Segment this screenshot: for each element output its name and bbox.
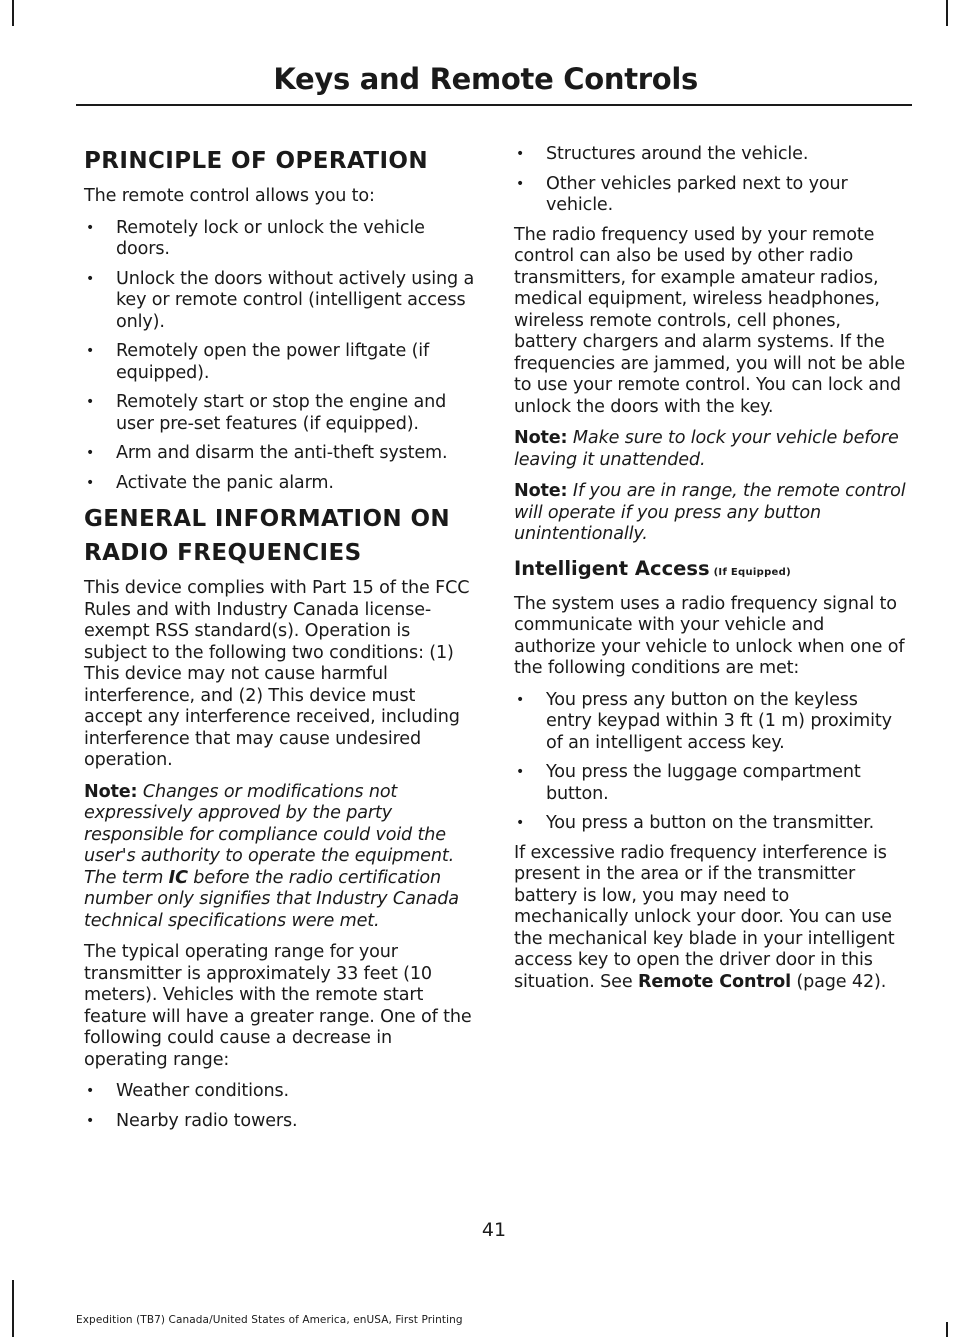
list-item: • Nearby radio towers. (84, 1111, 476, 1133)
note-label: Note: (514, 428, 568, 448)
note-in-range (514, 481, 906, 546)
heading-line-2: RADIO FREQUENCIES (84, 540, 362, 566)
note-lock-vehicle (514, 428, 906, 471)
heading-line-1: GENERAL INFORMATION ON (84, 506, 451, 532)
range-paragraph: The typical operating range for your transmitter is approximately 33 feet (10 meters). Vehicles with the remote start feature will have a greater range. One of the following could cause a decrease in operating range: (84, 942, 472, 1070)
note-changes (84, 782, 476, 933)
header-rule (76, 104, 912, 106)
heading-intelligent-access (514, 556, 906, 586)
paragraph-text: If excessive radio frequency interference is present in the area or if the transmitter battery is low, you may need to mechanically unlock your door. You can use the mechanical key blade in your intelligent access key to open the driver door in this situation. (514, 842, 895, 992)
note-text-a: Changes or modifications not expressively approved by the party responsible for compliance could void the user's authority to operate the equipment. The term (84, 781, 455, 888)
range-factors-list (84, 1081, 476, 1132)
footer-edition-text: Expedition (TB7) Canada/United States of America, enUSA, First Printing (76, 1314, 463, 1326)
list-item: • Remotely lock or unlock the vehicle doors. (84, 218, 476, 261)
unlock-conditions-list (514, 690, 906, 835)
page-number: 41 (481, 1219, 507, 1241)
heading-text: Intelligent Access (514, 556, 710, 580)
list-item: • You press the luggage compartment button. (514, 762, 906, 805)
list-item: • Structures around the vehicle. (514, 144, 906, 166)
list-item: • Weather conditions. (84, 1081, 476, 1103)
note-text: If you are in range, the remote control will operate if you press any button unintentionally. (514, 481, 906, 544)
note-ic-term: IC (168, 867, 188, 888)
list-item: • Arm and disarm the anti-theft system. (84, 443, 476, 465)
list-item: • You press any button on the keyless entry keypad within 3 ft (1 m) proximity of an intelligent access key. (514, 690, 906, 755)
list-item: • Unlock the doors without actively using a key or remote control (intelligent access only). (84, 269, 476, 334)
note-text-b: before the radio certification number only signifies that Industry Canada technical specifications were met. (84, 867, 459, 931)
left-column (84, 144, 476, 1140)
heading-qualifier: (If Equipped) (713, 566, 791, 578)
right-column (514, 144, 906, 1003)
page-reference: (page 42). (796, 971, 887, 992)
list-item: • Other vehicles parked next to your vehicle. (514, 174, 906, 217)
intro-text: The remote control allows you to: (84, 186, 375, 206)
note-label: Note: (84, 781, 138, 802)
list-item: • Activate the panic alarm. (84, 473, 476, 495)
crop-mark-top-right (946, 0, 948, 26)
system-paragraph: The system uses a radio frequency signal to communicate with your vehicle and authorize your vehicle to unlock when one of the following conditions are met: (514, 593, 905, 678)
crop-mark-bottom-right (946, 1322, 948, 1337)
page-header-title: Keys and Remote Controls (273, 62, 698, 96)
cross-reference-link[interactable]: Remote Control (637, 971, 791, 992)
crop-mark-top-left (12, 0, 14, 26)
excess-interference-paragraph (514, 843, 906, 994)
range-factors-list-continued (514, 144, 906, 217)
remote-features-list (84, 218, 476, 495)
heading-principle-of-operation: PRINCIPLE OF OPERATION (84, 148, 429, 174)
list-item: • Remotely open the power liftgate (if equipped). (84, 341, 476, 384)
frequency-paragraph: The radio frequency used by your remote control can also be used by other radio transmitters, for example amateur radios, medical equipment, wireless headphones, wireless remote controls, cell phones, battery chargers and alarm systems. If the frequencies are jammed, you will not be able to use your remote control. You can lock and unlock the doors with the key. (514, 224, 906, 417)
heading-general-information (84, 502, 476, 570)
list-item: • You press a button on the transmitter. (514, 813, 906, 835)
see-text: See (600, 971, 633, 992)
note-label: Note: (514, 481, 568, 501)
note-text: Make sure to lock your vehicle before leaving it unattended. (514, 428, 899, 470)
crop-mark-bottom-left (12, 1280, 14, 1337)
fcc-paragraph: This device complies with Part 15 of the FCC Rules and with Industry Canada license-exempt RSS standard(s). Operation is subject to the following two conditions: (1) This device may not cause harmful interference, and (2) This device must accept any interference received, including interference that may cause undesired operation. (84, 578, 470, 770)
list-item: • Remotely start or stop the engine and user pre-set features (if equipped). (84, 392, 476, 435)
